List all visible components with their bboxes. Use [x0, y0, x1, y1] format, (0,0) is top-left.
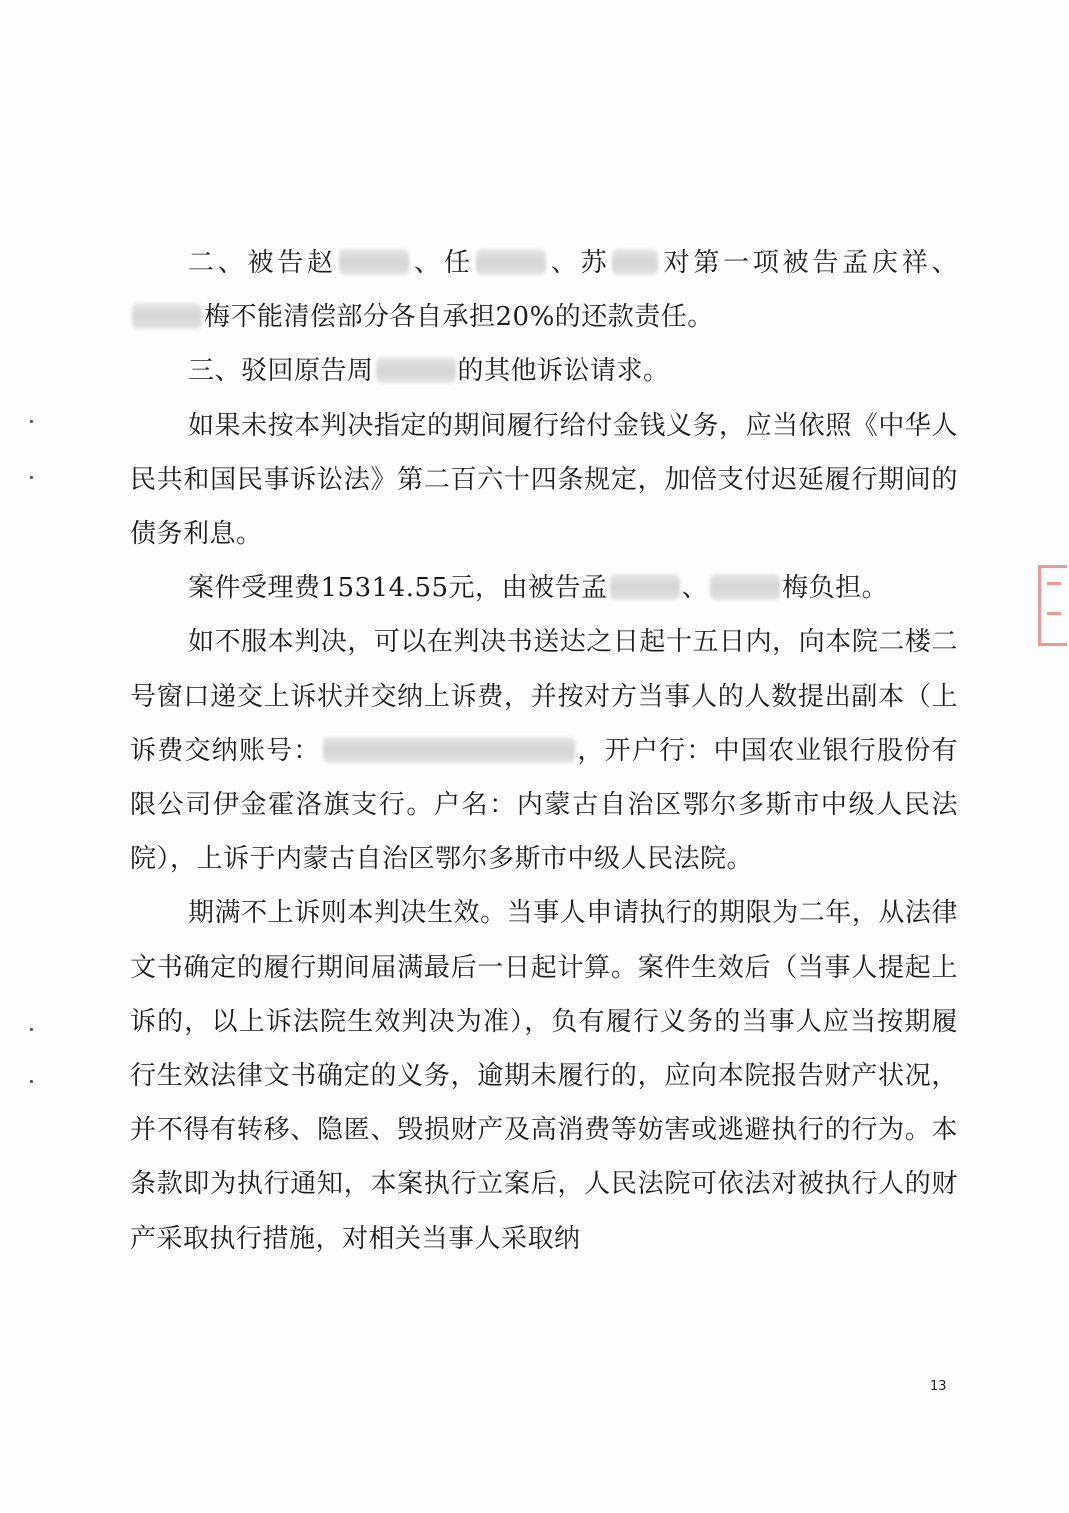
paragraph-text: 、 — [681, 573, 709, 604]
paragraph-text: 期满不上诉则本判决生效。当事人申请执行的期限为二年，从法律文书确定的履行期间届满最后一日起计算。案件生效后（当事人提起上诉的，以上诉法院生效判决为准），负有履行义务的当事人应当按期履行生效法律文书确定的义务，逾期未履行的，应向本院报告财产状况，并不得有转移、隐匿、毁损财产及高消费等妨害或逃避执行的行为。本条款即为执行通知，本案执行立案后，人民法院可依法对被执行人的财产采取执行措施，对相关当事人采取纳 — [130, 898, 958, 1254]
paragraph-text: 二、被告赵 — [188, 248, 337, 278]
redacted-text — [132, 303, 202, 329]
paragraph-text: 梅负担。 — [782, 573, 889, 604]
page-number: 13 — [930, 1379, 947, 1394]
paragraph — [130, 561, 958, 615]
redacted-text — [710, 574, 780, 600]
paragraph — [130, 344, 958, 398]
redacted-text — [323, 737, 575, 763]
paragraph-text: 三、驳回原告周 — [188, 356, 374, 387]
margin-dot — [30, 1080, 33, 1083]
paragraph-text: ，开户行：中国农业银行股份有限公司伊金霍洛旗支行。户名：内蒙古自治区鄂尔多斯市中级人民法院），上诉于内蒙古自治区鄂尔多斯市中级人民法院。 — [130, 735, 958, 875]
margin-dot — [30, 476, 33, 479]
paragraph-text: 对第一项被告孟庆祥、 — [660, 248, 958, 278]
redacted-text — [612, 249, 658, 275]
paragraph — [130, 236, 958, 344]
redacted-text — [610, 574, 680, 600]
paragraph — [130, 399, 958, 562]
redacted-text — [339, 249, 409, 275]
redacted-text — [376, 357, 456, 383]
margin-dot — [30, 1028, 33, 1031]
margin-dot — [30, 420, 33, 423]
redacted-text — [476, 249, 546, 275]
seam-seal-mark — [1038, 565, 1067, 646]
judgment-body-text — [130, 236, 958, 1266]
paragraph-text: 、苏 — [547, 248, 611, 278]
paragraph-text: 如不服本判决，可以在判决书送达之日起十五日内，向本院二楼二号窗口递交上诉状并交纳上诉费，并按对方当事人的人数提出副本（上诉费交纳账号： — [130, 627, 958, 766]
paragraph-text: 梅不能清偿部分各自承担20%的还款责任。 — [204, 302, 714, 333]
paragraph-text: 、任 — [410, 248, 474, 278]
paragraph-text: 案件受理费15314.55元，由被告孟 — [188, 573, 608, 604]
paragraph — [130, 615, 958, 886]
paragraph-text: 如果未按本判决指定的期间履行给付金钱义务，应当依照《中华人民共和国民事诉讼法》第二百六十四条规定，加倍支付迟延履行期间的债务利息。 — [130, 410, 958, 550]
paragraph — [130, 886, 958, 1265]
paragraph-text: 的其他诉讼请求。 — [457, 356, 670, 387]
